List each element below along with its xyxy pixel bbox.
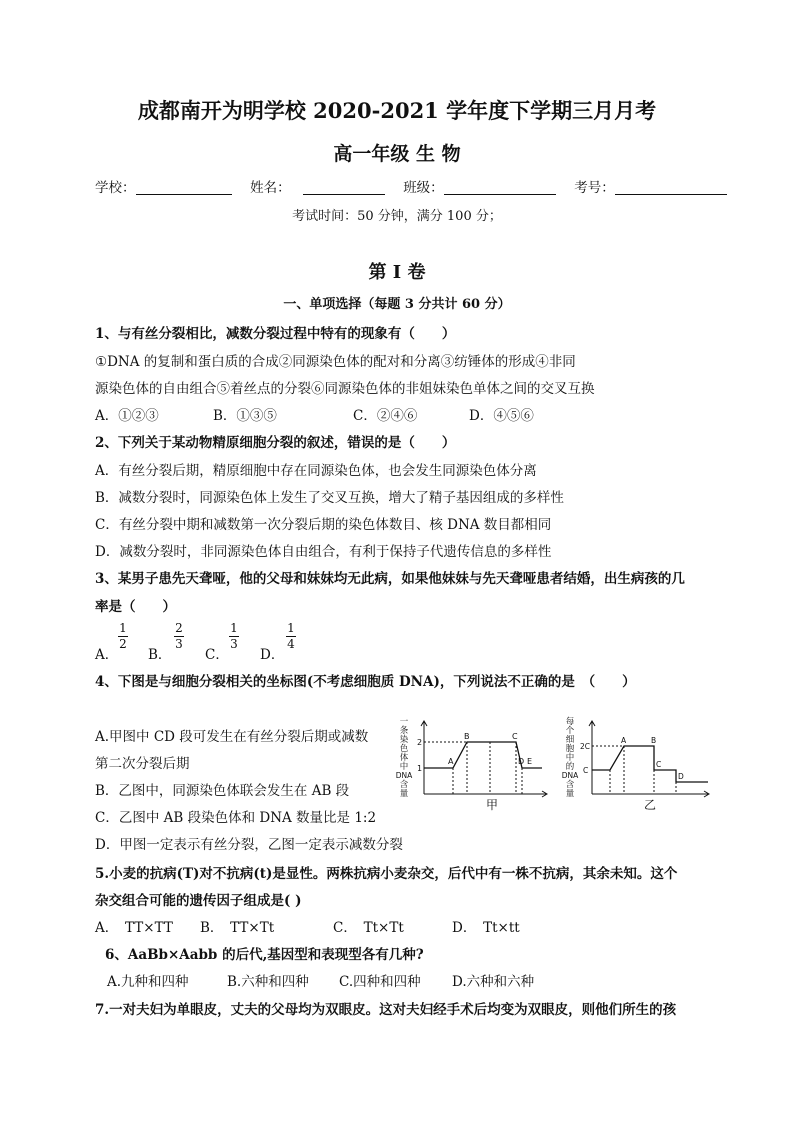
y-tick-2: 2 — [417, 738, 423, 747]
caption-yi: 乙 — [643, 798, 657, 812]
q3-stem-line1: 3、某男子患先天聋哑，他的父母和妹妹均无此病，如果他妹妹与先天聋哑患者结婚，出生病孩的几 — [95, 571, 685, 587]
numerator: 1 — [287, 621, 295, 635]
q5-option-b[interactable]: B． TT×Tt — [200, 920, 275, 936]
y-label-char: 色 — [399, 744, 409, 754]
y-label-char: 条 — [399, 726, 409, 736]
q3-fraction-b — [174, 622, 184, 651]
y-label-char: 中 — [565, 753, 575, 763]
point-a: A — [448, 757, 454, 766]
q1-option-a[interactable]: A．①②③ — [95, 408, 159, 424]
q4-stem: 4、下图是与细胞分裂相关的坐标图(不考虑细胞质 DNA)，下列说法不正确的是 （ ） — [95, 674, 636, 690]
y-label-char: DNA — [562, 771, 579, 780]
q6-stem: 6、AaBb×Aabb 的后代,基因型和表现型各有几种? — [105, 947, 424, 963]
class-label: 班级： — [403, 180, 444, 196]
q6-option-d[interactable]: D.六种和六种 — [452, 974, 535, 990]
q6-option-a[interactable]: A.九种和四种 — [107, 974, 189, 990]
id-blank[interactable] — [615, 180, 727, 195]
y-label-char: 每 — [565, 717, 575, 727]
y-tick-2c: 2C — [580, 742, 591, 751]
caption-jia: 甲 — [485, 798, 499, 812]
q1-stem: 1、与有丝分裂相比，减数分裂过程中特有的现象有（ ） — [95, 326, 456, 342]
denominator: 3 — [175, 637, 183, 651]
q4-option-a-line1[interactable]: A.甲图中 CD 段可发生在有丝分裂后期或减数 — [95, 729, 369, 745]
q1-option-c[interactable]: C．②④⑥ — [353, 408, 418, 424]
figure-yi — [562, 716, 714, 812]
y-label-char: 含 — [565, 780, 575, 790]
q2-stem: 2、下列关于某动物精原细胞分裂的叙述，错误的是（ ） — [95, 435, 456, 451]
y-tick-c: C — [583, 766, 589, 775]
q1-option-d[interactable]: D．④⑤⑥ — [469, 408, 534, 424]
name-label: 姓名： — [250, 180, 291, 196]
y-label-char: 胞 — [565, 744, 575, 754]
section-heading: 一、单项选择（每题 3 分共计 60 分） — [283, 297, 511, 312]
q1-line2: 源染色体的自由组合⑤着丝点的分裂⑥同源染色体的非姐妹染色单体之间的交叉互换 — [95, 381, 595, 397]
q6-option-b[interactable]: B.六种和四种 — [227, 974, 309, 990]
q5-option-a[interactable]: A． TT×TT — [95, 920, 173, 936]
point-a: A — [621, 736, 627, 745]
q3-option-c[interactable]: C． — [205, 647, 229, 663]
q3-stem-line2: 率是（ ） — [95, 599, 176, 615]
q5-option-c[interactable]: C． Tt×Tt — [333, 920, 404, 936]
point-b: B — [464, 732, 470, 741]
y-label-char: 的 — [565, 762, 575, 772]
y-label-char: 量 — [399, 789, 409, 799]
q3-option-a[interactable]: A． — [95, 647, 119, 663]
q7-stem: 7.一对夫妇为单眼皮，丈夫的父母均为双眼皮。这对夫妇经手术后均变为双眼皮，则他们所生的孩 — [95, 1002, 677, 1018]
point-c: C — [656, 760, 662, 769]
q5-stem-line1: 5.小麦的抗病(T)对不抗病(t)是显性。两株抗病小麦杂交，后代中有一株不抗病，其余未知。这个 — [95, 866, 678, 882]
school-blank[interactable] — [136, 180, 232, 195]
point-d: D — [518, 757, 525, 766]
figure-jia — [396, 716, 556, 812]
id-label: 考号： — [574, 180, 615, 196]
numerator: 1 — [230, 621, 238, 635]
numerator: 1 — [119, 621, 127, 635]
numerator: 2 — [175, 621, 183, 635]
y-label-char: 染 — [399, 735, 409, 745]
point-c: C — [512, 732, 518, 741]
exam-title: 成都南开为明学校 2020-2021 学年度下学期三月月考 — [137, 98, 657, 123]
point-e: E — [527, 757, 533, 766]
q2-option-d[interactable]: D．减数分裂时，非同源染色体自由组合，有利于保持子代遗传信息的多样性 — [95, 544, 552, 560]
q6-option-c[interactable]: C.四种和四种 — [339, 974, 421, 990]
y-label-char: 含 — [399, 780, 409, 790]
q3-option-b[interactable]: B． — [148, 647, 172, 663]
point-b: B — [651, 736, 657, 745]
y-label-char: 个 — [565, 726, 575, 736]
q1-line1: ①DNA 的复制和蛋白质的合成②同源染色体的配对和分离③纺锤体的形成④非同 — [95, 354, 576, 370]
q5-option-d[interactable]: D． Tt×tt — [452, 920, 520, 936]
class-blank[interactable] — [444, 180, 556, 195]
q3-option-d[interactable]: D． — [260, 647, 285, 663]
y-label-char: DNA — [396, 771, 413, 780]
q3-fraction-a — [118, 622, 128, 651]
y-label-char: 中 — [399, 762, 409, 772]
yi-curve — [592, 746, 708, 782]
q2-option-b[interactable]: B．减数分裂时，同源染色体上发生了交叉互换，增大了精子基因组成的多样性 — [95, 490, 564, 506]
y-label-char: 一 — [399, 717, 409, 727]
y-label-char: 体 — [399, 753, 409, 763]
q3-fraction-d — [286, 622, 296, 651]
q2-option-a[interactable]: A．有丝分裂后期，精原细胞中存在同源染色体，也会发生同源染色体分离 — [95, 463, 537, 479]
q1-option-b[interactable]: B．①③⑤ — [213, 408, 277, 424]
denominator: 3 — [230, 637, 238, 651]
q3-fraction-c — [229, 622, 239, 651]
q4-option-d[interactable]: D．甲图一定表示有丝分裂，乙图一定表示减数分裂 — [95, 837, 403, 853]
name-blank[interactable] — [303, 180, 385, 195]
q5-stem-line2: 杂交组合可能的遗传因子组成是( ) — [95, 893, 302, 909]
y-tick-1: 1 — [417, 764, 423, 773]
exam-subtitle: 高一年级 生 物 — [333, 143, 461, 165]
denominator: 4 — [287, 637, 295, 651]
jia-curve — [424, 742, 542, 768]
y-label-char: 量 — [565, 789, 575, 799]
school-label: 学校： — [95, 180, 136, 196]
q2-option-c[interactable]: C．有丝分裂中期和减数第一次分裂后期的染色体数目、核 DNA 数目都相同 — [95, 517, 552, 533]
denominator: 2 — [119, 637, 127, 651]
y-label-char: 细 — [565, 735, 575, 745]
q4-option-c[interactable]: C．乙图中 AB 段染色体和 DNA 数量比是 1:2 — [95, 810, 377, 826]
part-heading: 第 I 卷 — [368, 262, 426, 283]
q4-option-a-line2[interactable]: 第二次分裂后期 — [95, 756, 190, 772]
q4-option-b[interactable]: B．乙图中，同源染色体联会发生在 AB 段 — [95, 783, 350, 799]
exam-time-info: 考试时间：50 分钟，满分 100 分； — [292, 209, 502, 224]
student-info-row — [95, 176, 727, 196]
point-d: D — [678, 772, 684, 781]
